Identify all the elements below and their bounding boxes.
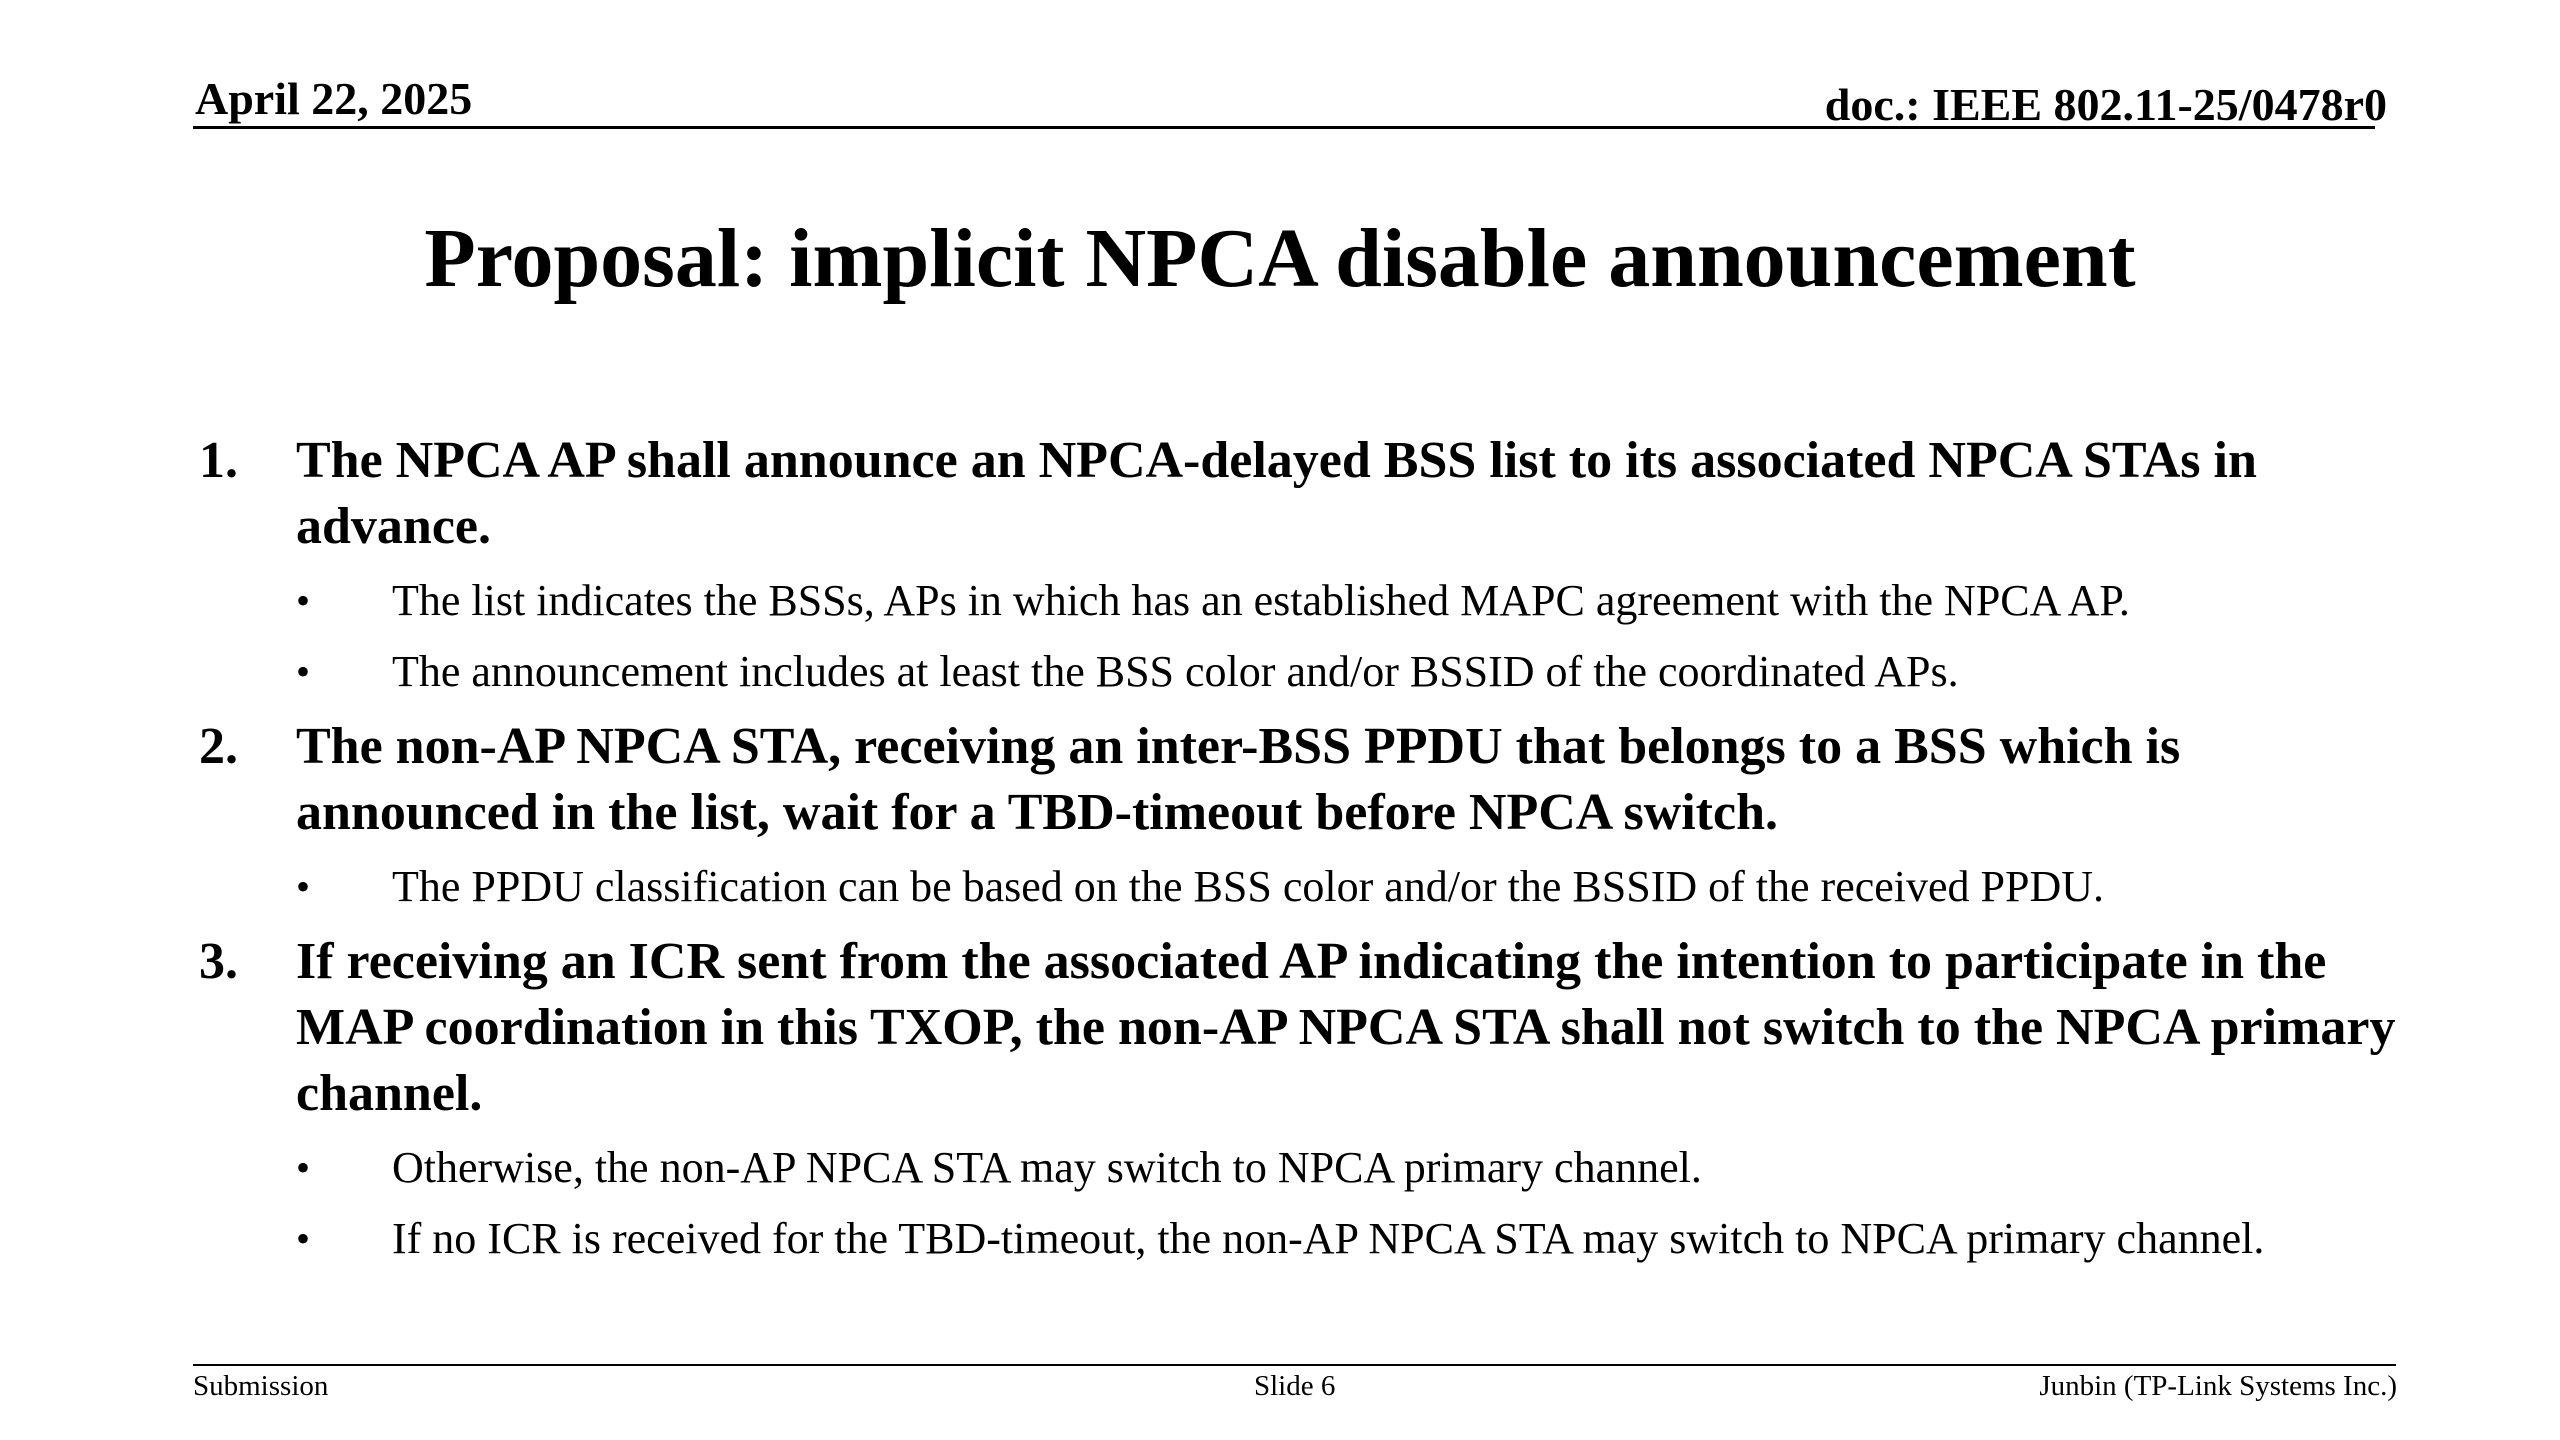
list-item-number: 2.	[199, 718, 238, 775]
footer-slide-number: Slide 6	[1254, 1370, 1336, 1402]
list-item-text: If receiving an ICR sent from the associated AP indicating the intention to participate in the MAP coordination in this TXOP, the non-AP NPCA STA shall not switch to the NPCA primary channel.	[296, 933, 2396, 1122]
list-item-text: The NPCA AP shall announce an NPCA-delayed BSS list to its associated NPCA STAs in advance.	[296, 432, 2257, 555]
sub-item-text: Otherwise, the non-AP NPCA STA may switch to NPCA primary channel.	[392, 1143, 1702, 1192]
sub-item-text: The list indicates the BSSs, APs in which has an established MAPC agreement with the NPCA AP.	[392, 576, 2130, 625]
sub-item	[296, 1139, 2400, 1197]
slide-content	[195, 428, 2400, 1281]
bullet-icon: •	[296, 649, 311, 694]
sub-item	[296, 643, 2400, 701]
header-divider	[193, 126, 2375, 129]
footer-author: Junbin (TP-Link Systems Inc.)	[2039, 1370, 2397, 1402]
list-item-number: 3.	[199, 933, 238, 990]
bullet-icon: •	[296, 1216, 311, 1261]
sub-list	[296, 858, 2400, 916]
bullet-icon: •	[296, 864, 311, 909]
footer-submission: Submission	[193, 1370, 329, 1402]
header-doc-id: doc.: IEEE 802.11-25/0478r0	[1824, 79, 2387, 130]
list-item-2	[195, 714, 2400, 916]
footer-divider	[193, 1364, 2396, 1366]
sub-item-text: The announcement includes at least the BSS color and/or BSSID of the coordinated APs.	[392, 647, 1959, 696]
bullet-icon: •	[296, 578, 311, 623]
header-date: April 22, 2025	[195, 73, 473, 124]
sub-list	[296, 572, 2400, 701]
sub-item	[296, 858, 2400, 916]
list-item-3	[195, 929, 2400, 1268]
list-item-1	[195, 428, 2400, 701]
sub-item-text: If no ICR is received for the TBD-timeout, the non-AP NPCA STA may switch to NPCA primary channel.	[392, 1214, 2265, 1263]
sub-item	[296, 572, 2400, 630]
sub-item	[296, 1210, 2400, 1268]
bullet-icon: •	[296, 1145, 311, 1190]
sub-item-text: The PPDU classification can be based on the BSS color and/or the BSSID of the received PPDU.	[392, 862, 2105, 911]
slide-title: Proposal: implicit NPCA disable announcement	[424, 212, 2136, 305]
sub-list	[296, 1139, 2400, 1268]
list-item-text: The non-AP NPCA STA, receiving an inter-BSS PPDU that belongs to a BSS which is announced in the list, wait for a TBD-timeout before NPCA switch.	[296, 718, 2181, 841]
list-item-number: 1.	[199, 432, 238, 489]
